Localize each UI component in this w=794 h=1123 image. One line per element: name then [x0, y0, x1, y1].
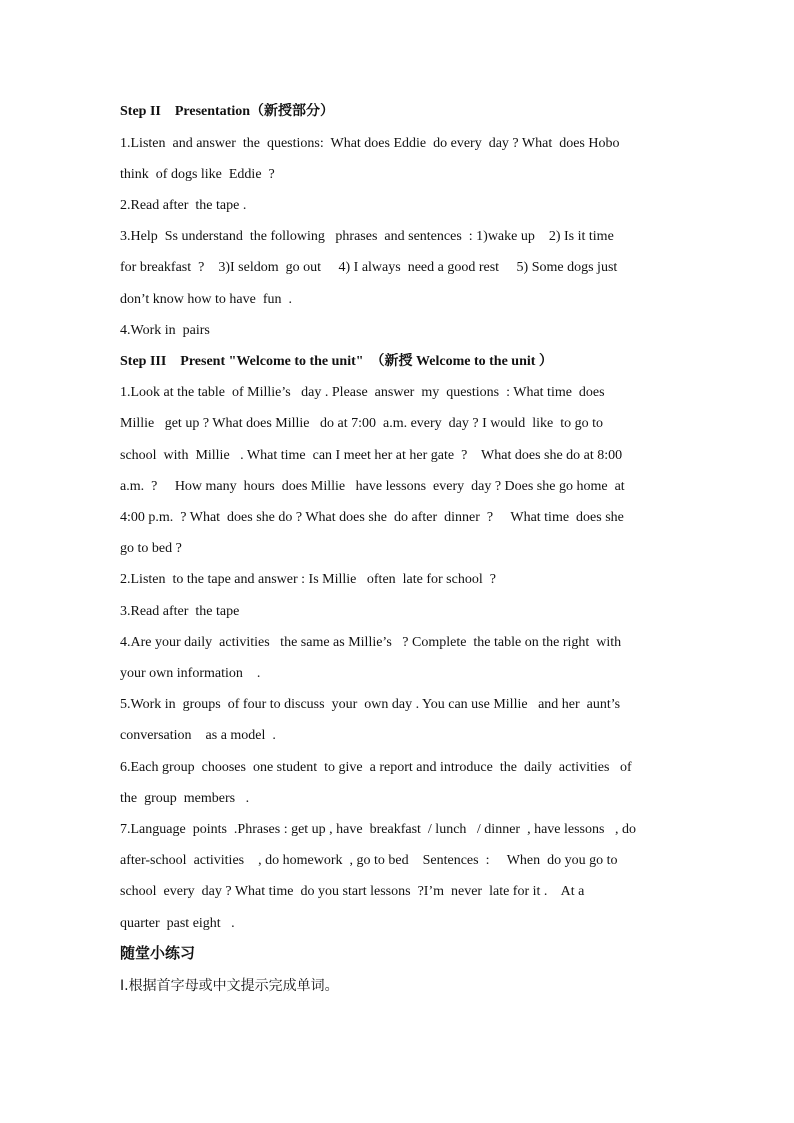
- text-line: school with Millie . What time can I meet her at her gate ? What does she do at 8:00: [120, 448, 623, 463]
- text-line: think of dogs like Eddie ?: [120, 167, 275, 182]
- text-line: 3.Help Ss understand the following phrases and sentences : 1)wake up 2) Is it time: [120, 229, 614, 244]
- text-line: 2.Read after the tape .: [120, 198, 247, 213]
- step2-heading: Step II Presentation（新授部分）: [120, 104, 335, 119]
- step3-heading: Step III Present "Welcome to the unit" （新授 Welcome to the unit ）: [120, 354, 553, 369]
- text-line: Millie get up ? What does Millie do at 7:00 a.m. every day ? I would like to go to: [120, 416, 604, 431]
- text-line: 2.Listen to the tape and answer : Is Millie often late for school ?: [120, 572, 496, 587]
- text-line: don’t know how to have fun .: [120, 292, 292, 307]
- text-line: for breakfast ? 3)I seldom go out 4) I always need a good rest 5) Some dogs just: [120, 260, 618, 275]
- text-line: your own information .: [120, 666, 261, 681]
- text-line: school every day ? What time do you start lessons ?I’m never late for it . At a: [120, 884, 585, 899]
- text-line: after-school activities , do homework , go to bed Sentences : When do you go to: [120, 853, 618, 868]
- text-line: 1.Look at the table of Millie’s day . Please answer my questions : What time does: [120, 385, 605, 400]
- text-line: 3.Read after the tape: [120, 604, 240, 619]
- text-line: 4:00 p.m. ? What does she do ? What does she do after dinner ? What time does she: [120, 510, 624, 525]
- text-line: the group members .: [120, 791, 250, 806]
- text-line: 7.Language points .Phrases : get up , have breakfast / lunch / dinner , have lessons , do: [120, 822, 636, 837]
- text-line: go to bed ?: [120, 541, 182, 556]
- text-line: 6.Each group chooses one student to give a report and introduce the daily activities of: [120, 760, 632, 775]
- text-line: quarter past eight .: [120, 916, 235, 931]
- practice-instruction: I.根据首字母或中文提示完成单词。: [120, 978, 339, 994]
- practice-heading: 随堂小练习: [120, 946, 196, 962]
- text-line: conversation as a model .: [120, 728, 276, 743]
- text-line: 4.Are your daily activities the same as Millie’s ? Complete the table on the right with: [120, 635, 622, 650]
- text-line: 5.Work in groups of four to discuss your own day . You can use Millie and her aunt’s: [120, 697, 621, 712]
- text-line: 1.Listen and answer the questions: What does Eddie do every day ? What does Hobo: [120, 136, 620, 151]
- text-line: a.m. ? How many hours does Millie have lessons every day ? Does she go home at: [120, 479, 625, 494]
- text-line: 4.Work in pairs: [120, 323, 210, 338]
